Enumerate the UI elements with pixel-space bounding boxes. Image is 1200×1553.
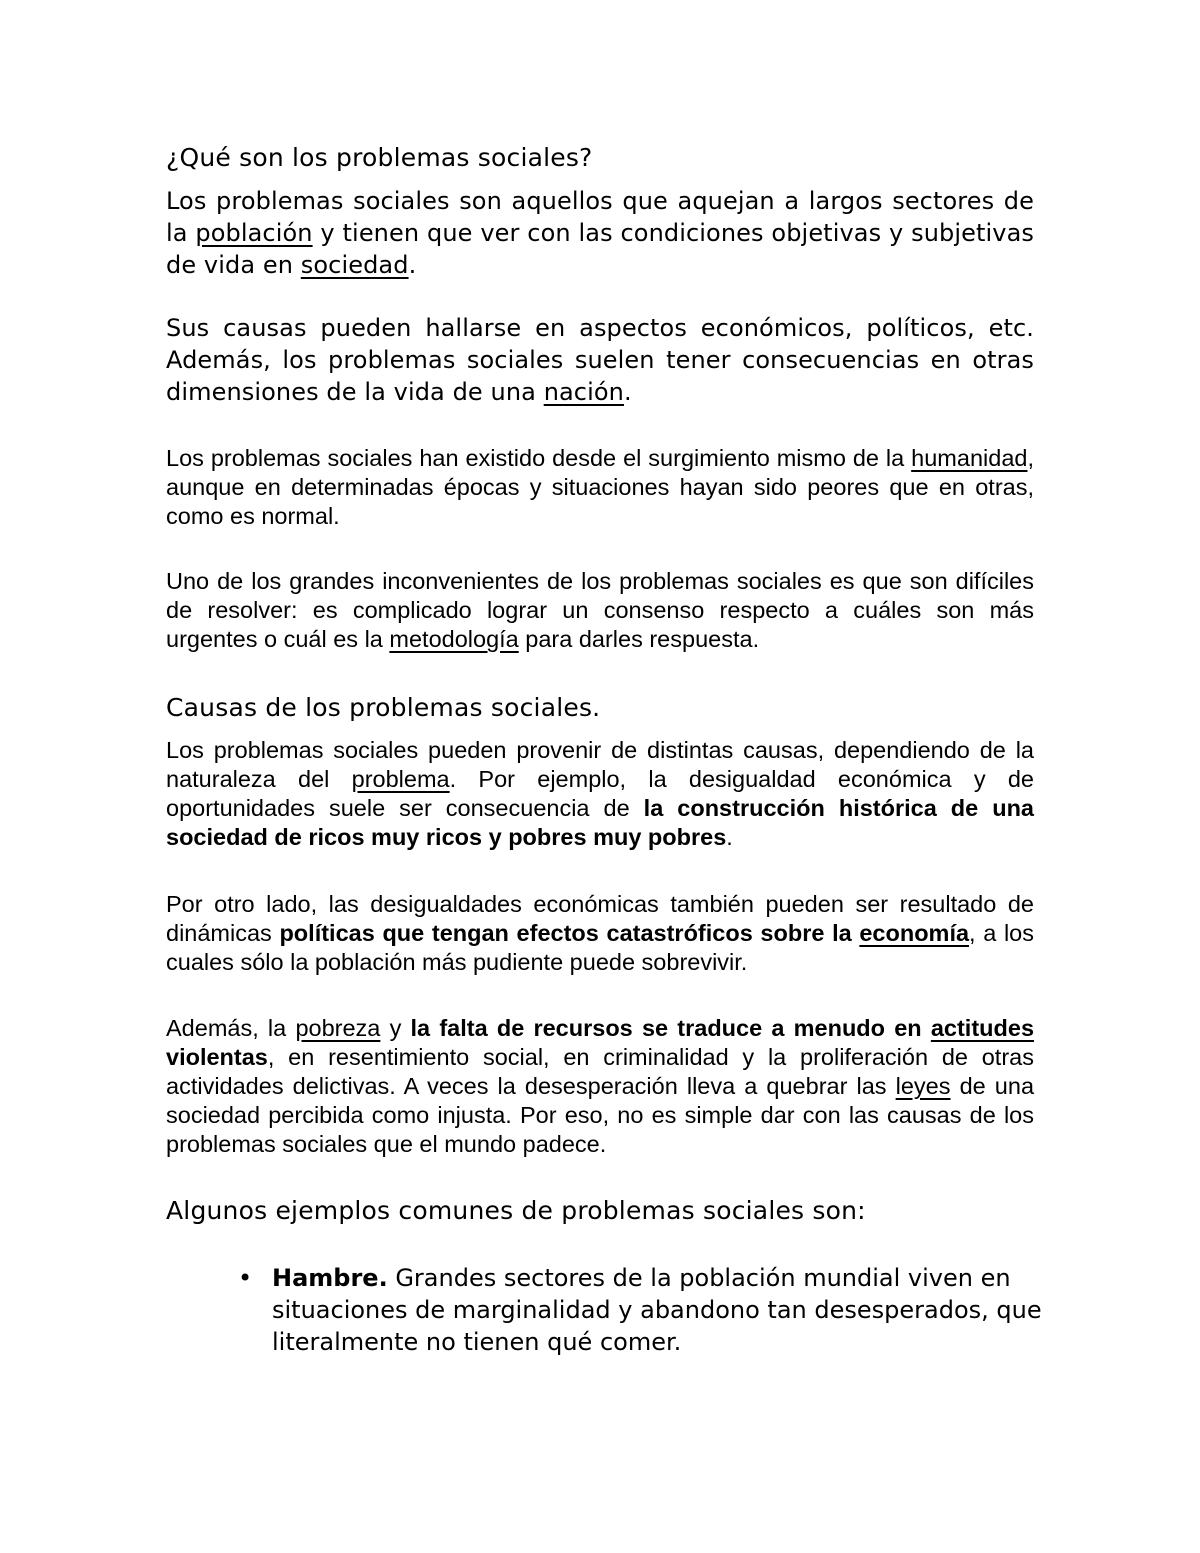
link-actitudes[interactable]: actitudes [930, 1015, 1035, 1041]
link-nacion[interactable]: nación [543, 378, 624, 406]
paragraph-pobreza: Además, la pobreza y la falta de recursos se traduce a menudo en actitudes violentas, en resentimiento social, en criminalidad y la proliferación de otras actividades delictivas. A veces la desesperación lleva a quebrar las leyes de una sociedad percibida como injusta. Por eso, no es simple dar con las causas de los problemas sociales que el mundo padece. [166, 1015, 1035, 1157]
bullet-icon: • [238, 1264, 253, 1292]
heading-que-son: ¿Qué son los problemas sociales? [166, 143, 593, 172]
link-metodologia[interactable]: metodología [389, 626, 519, 652]
link-humanidad[interactable]: humanidad [911, 445, 1028, 471]
paragraph-definicion: Los problemas sociales son aquellos que aquejan a largos sectores de la población y tienen que ver con las condiciones objetivas y subjetivas de vida en sociedad. [166, 187, 1034, 279]
heading-causas: Causas de los problemas sociales. [166, 693, 601, 722]
paragraph-causas-desigualdad: Los problemas sociales pueden provenir de distintas causas, dependiendo de la naturaleza del problema. Por ejemplo, la desigualdad económica y de oportunidades suele ser consecuencia de la construcción histórica de una sociedad de ricos muy ricos y pobres muy pobres. [166, 737, 1034, 850]
link-economia[interactable]: economía [859, 920, 970, 946]
link-pobreza[interactable]: pobreza [295, 1015, 381, 1041]
link-problema[interactable]: problema [351, 766, 450, 792]
example-term: Hambre. [272, 1264, 388, 1292]
paragraph-humanidad: Los problemas sociales han existido desde el surgimiento mismo de la humanidad, aunque en determinadas épocas y situaciones hayan sido peores que en otras, como es normal. [166, 445, 1034, 529]
examples-list [230, 1262, 1042, 1358]
paragraph-causas-intro: Sus causas pueden hallarse en aspectos económicos, políticos, etc. Además, los problemas sociales suelen tener consecuencias en otras dimensiones de la vida de una nación. [166, 314, 1034, 406]
example-description: Grandes sectores de la población mundial viven en situaciones de marginalidad y abandono tan desesperados, que literalmente no tienen qué comer. [272, 1264, 1042, 1356]
paragraph-dinamicas-politicas: Por otro lado, las desigualdades económicas también pueden ser resultado de dinámicas políticas que tengan efectos catastróficos sobre la economía, a los cuales sólo la población más pudiente puede sobrevivir. [166, 891, 1034, 975]
list-item [230, 1262, 1042, 1358]
link-leyes[interactable]: leyes [895, 1073, 951, 1099]
heading-ejemplos: Algunos ejemplos comunes de problemas sociales son: [166, 1196, 866, 1225]
link-sociedad[interactable]: sociedad [300, 251, 409, 279]
bold-construccion-historica: la construcción histórica de una sociedad de ricos muy ricos y pobres muy pobres [166, 795, 1034, 850]
paragraph-inconvenientes: Uno de los grandes inconvenientes de los problemas sociales es que son difíciles de resolver: es complicado lograr un consenso respecto a cuáles son más urgentes o cuál es la metodología para darles respuesta. [166, 568, 1034, 652]
link-poblacion[interactable]: población [195, 219, 313, 247]
